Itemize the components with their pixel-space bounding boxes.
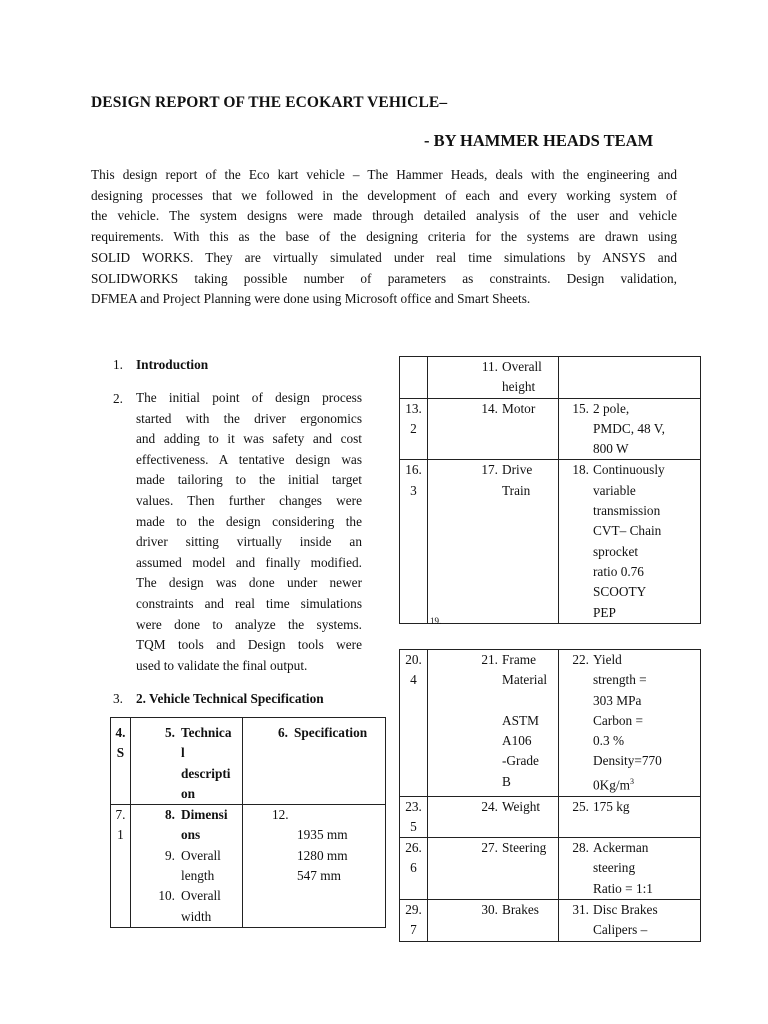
section-number: 3. (113, 691, 123, 706)
cell-text: descripti (181, 765, 231, 781)
cell-number: 24. (481, 798, 498, 814)
cell-text: 23. (405, 798, 422, 814)
cell-text: transmission (593, 503, 661, 519)
cell-text: Brakes (502, 901, 539, 917)
cell-number: 22. (572, 652, 589, 667)
paragraph-line: started with the driver ergonomics (136, 410, 362, 426)
spec-table-right-top (399, 356, 701, 624)
table-cell (131, 805, 243, 928)
cell-text: 6 (410, 860, 417, 876)
table-cell (400, 838, 428, 900)
table-cell (559, 460, 701, 623)
cell-text: Yield (593, 652, 622, 667)
cell-text: 0Kg/m (593, 777, 630, 793)
table-cell (400, 796, 428, 838)
cell-text: length (181, 868, 215, 884)
cell-text: SCOOTY (593, 584, 647, 600)
cell-text: 303 MPa (593, 692, 642, 708)
paragraph-line: The initial point of design process (136, 390, 362, 405)
table-cell (111, 718, 131, 805)
cell-text: on (181, 785, 196, 801)
cell-text: PEP (593, 604, 616, 620)
paragraph-line: constraints and real time simulations (136, 595, 362, 611)
table-cell (428, 398, 559, 460)
section-number: 1. (113, 357, 123, 372)
paragraph-line: The design was done under newer (136, 575, 362, 591)
cell-text: 26. (405, 840, 422, 856)
paragraph-line: values. Then further changes were (136, 492, 362, 508)
cell-text: 1935 mm (297, 827, 348, 843)
table-cell (559, 796, 701, 838)
intro-line: the vehicle. The system designs were made through detailed analysis of the user and vehicle (91, 208, 677, 224)
cell-text: S (116, 745, 125, 761)
cell-text: Train (502, 482, 531, 498)
cell-text: 5 (410, 818, 417, 834)
cell-text: 3 (410, 482, 417, 498)
cell-text: 547 mm (297, 868, 341, 884)
cell-number: 10. (158, 888, 175, 904)
intro-line: designing processes that we followed in the development of each and every working system of (91, 187, 677, 203)
table-cell (559, 899, 701, 941)
document-byline: - BY HAMMER HEADS TEAM (424, 131, 654, 150)
table-cell (400, 460, 428, 623)
cell-text: 2 (410, 420, 417, 436)
table-cell (131, 718, 243, 805)
cell-number: 5. (165, 725, 175, 740)
cell-text: Overall (502, 359, 542, 374)
cell-text: A106 (502, 733, 532, 749)
cell-text: Specification (294, 725, 368, 740)
table-cell (400, 650, 428, 797)
cell-text: height (502, 379, 536, 395)
spec-table-left (110, 717, 386, 928)
table-cell (559, 398, 701, 460)
cell-text: B (502, 773, 511, 789)
superscript: 3 (629, 776, 634, 786)
cell-text: Material (502, 672, 548, 688)
table-cell (428, 460, 559, 623)
cell-text: 29. (405, 901, 422, 917)
design-process-paragraph (136, 388, 362, 676)
table-cell (559, 650, 701, 797)
cell-text: ons (181, 827, 201, 843)
table-cell (428, 357, 559, 399)
cell-text: Dimensi (181, 807, 228, 823)
cell-text: 7 (410, 922, 417, 938)
paragraph-line: assumed model and finally modified. (136, 554, 362, 570)
cell-text: steering (593, 860, 636, 876)
cell-text: Carbon = (593, 712, 643, 728)
cell-text: sprocket (593, 543, 639, 559)
section-number: 2. (113, 391, 123, 406)
paragraph-line: used to validate the final output. (136, 657, 308, 673)
cell-number: 18. (572, 462, 589, 478)
cell-text: 20. (405, 652, 422, 667)
cell-text: Technica (181, 725, 232, 740)
cell-text: 7. (115, 807, 126, 823)
paragraph-line: TQM tools and Design tools were (136, 637, 362, 653)
cell-number: 6. (278, 725, 288, 740)
cell-number: 25. (572, 798, 589, 814)
cell-text: 175 kg (593, 798, 630, 814)
table-cell (428, 796, 559, 838)
cell-text: -Grade (502, 753, 539, 769)
cell-text: ASTM (502, 712, 539, 728)
cell-number: 27. (481, 840, 498, 856)
cell-text: 4 (410, 672, 417, 688)
spec-table-right-bottom (399, 649, 701, 942)
table-cell (559, 838, 701, 900)
document-title: DESIGN REPORT OF THE ECOKART VEHICLE– (91, 94, 448, 111)
table-cell (559, 357, 701, 399)
paragraph-line: were done to analyze the systems. (136, 616, 362, 632)
cell-number: 14. (481, 400, 498, 416)
paragraph-line: made tailoring to the initial target (136, 472, 362, 488)
cell-text: variable (593, 482, 636, 498)
intro-line: SOLIDWORKS taking possible number of parameters as constraints. Design validation, (91, 270, 677, 286)
cell-text: Weight (502, 798, 541, 814)
cell-text: ratio 0.76 (593, 563, 644, 579)
cell-text: Steering (502, 840, 547, 856)
cell-text (593, 772, 662, 796)
table-cell (111, 805, 131, 928)
cell-text: CVT– Chain (593, 523, 662, 539)
cell-text: Motor (502, 400, 536, 416)
table-cell (243, 718, 386, 805)
section-heading-vehicle-spec: 2. Vehicle Technical Specification (136, 691, 324, 706)
cell-text: Density=770 (593, 753, 662, 769)
intro-line: requirements. With this as the base of the designing criteria for the systems are drawn using (91, 229, 677, 245)
cell-text: Overall (181, 847, 221, 863)
list-number-small: 19. (430, 616, 442, 626)
table-cell (428, 899, 559, 941)
table-cell (243, 805, 386, 928)
cell-text: Calipers – (593, 922, 648, 938)
cell-text: Disc Brakes (593, 901, 658, 917)
cell-text: strength = (593, 672, 647, 688)
cell-text: Frame (502, 652, 536, 667)
cell-text: Ackerman (593, 840, 649, 856)
cell-text (502, 691, 547, 711)
cell-number: 31. (572, 901, 589, 917)
cell-number: 12. (272, 807, 289, 823)
intro-paragraph (91, 165, 677, 310)
cell-number: 30. (481, 901, 498, 917)
cell-text: l (181, 745, 185, 761)
cell-number: 4. (115, 725, 126, 740)
intro-line: DFMEA and Project Planning were done using Microsoft office and Smart Sheets. (91, 291, 531, 307)
cell-text: Continuously (593, 462, 665, 478)
intro-line: SOLID WORKS. They are virtually simulated under real time simulations by ANSYS and (91, 249, 677, 265)
cell-number: 17. (481, 462, 498, 478)
cell-text: 1 (117, 827, 124, 843)
paragraph-line: effectiveness. A tentative design was (136, 451, 362, 467)
cell-number: 8. (165, 807, 175, 823)
paragraph-line: and adding to it was safety and cost (136, 431, 362, 447)
cell-text: width (181, 908, 212, 924)
table-cell (400, 398, 428, 460)
cell-number: 9. (165, 847, 175, 863)
intro-line: This design report of the Eco kart vehicle – The Hammer Heads, deals with the engineering and (91, 167, 677, 182)
table-cell (400, 357, 428, 399)
paragraph-line: made to the design considering the (136, 513, 362, 529)
cell-number: 21. (481, 652, 498, 667)
paragraph-line: driver sitting virtually inside an (136, 534, 362, 550)
cell-text: 0.3 % (593, 733, 625, 749)
cell-number: 15. (572, 400, 589, 416)
cell-text: PMDC, 48 V, (593, 420, 665, 436)
section-heading-introduction: Introduction (136, 357, 209, 372)
cell-text: 2 pole, (593, 400, 630, 416)
cell-text: 16. (405, 462, 422, 478)
table-cell (400, 899, 428, 941)
cell-number: 28. (572, 840, 589, 856)
cell-text: 13. (405, 400, 422, 416)
cell-text: Overall (181, 888, 221, 904)
cell-text: Ratio = 1:1 (593, 880, 653, 896)
cell-number: 11. (481, 359, 498, 374)
table-cell (428, 650, 559, 797)
table-cell (428, 838, 559, 900)
cell-text: 800 W (593, 441, 629, 457)
cell-text: Drive (502, 462, 533, 478)
cell-text: 1280 mm (297, 847, 348, 863)
